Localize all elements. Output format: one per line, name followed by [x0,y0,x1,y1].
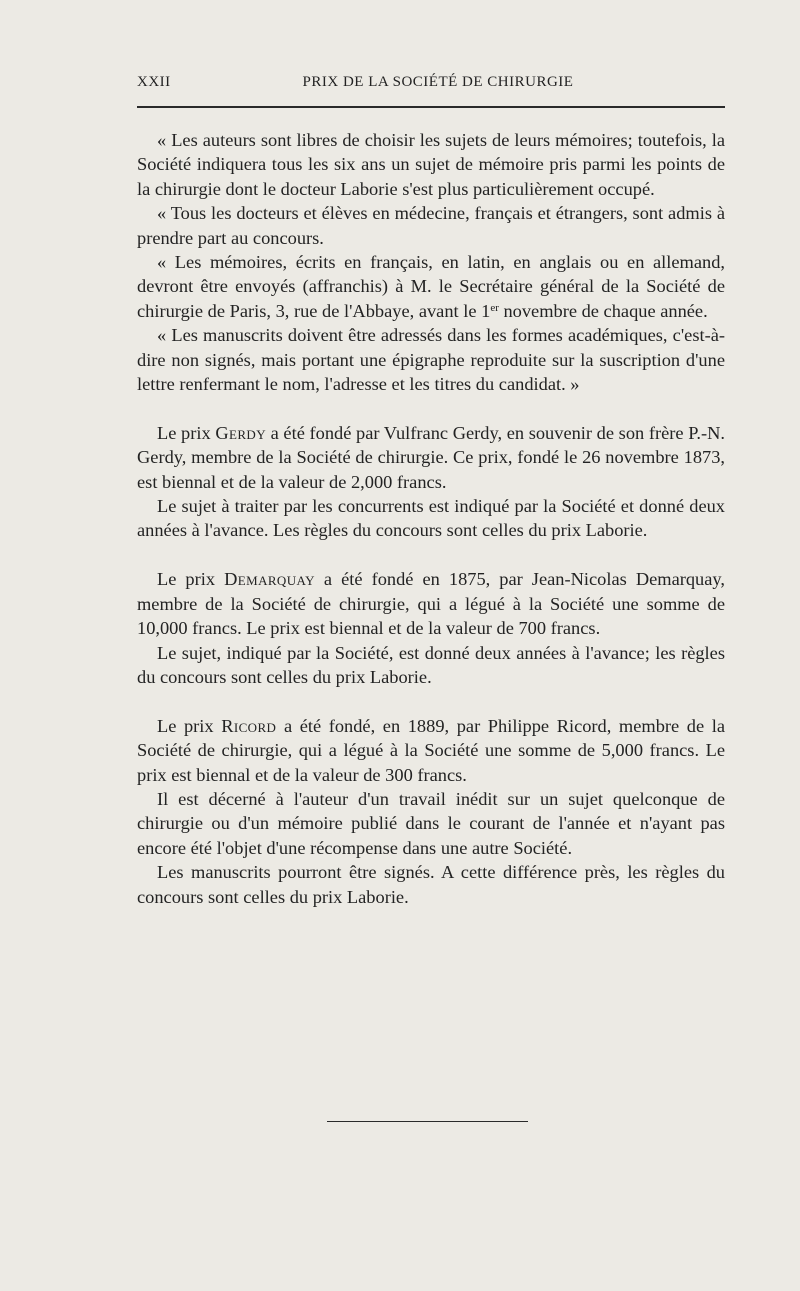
page-number: XXII [137,74,171,90]
ricord-paragraph-foundation [137,714,725,787]
ricord-paragraph-award: Il est décerné à l'auteur d'un travail inédit sur un sujet quelconque de chirurgie ou d'un mémoire publié dans le courant de l'année et n'ayant pas encore été l'objet d'une récompense dans une autre Société. [137,788,725,858]
ricord-text-a: Le prix [157,715,222,736]
header-rule [137,106,725,108]
superscript-er: er [490,301,499,314]
page-header [137,74,725,98]
running-title: PRIX DE LA SOCIÉTÉ DE CHIRURGIE [302,74,574,90]
submission-text-b: novembre de chaque année. [498,300,708,321]
laborie-paragraph-submission [137,250,725,323]
ricord-text-b: a été fondé, en 1889, par Philippe Ricord, membre de la Société de chirurgie, qui a légué à la Société une somme de 5,000 francs. Le prix est biennal et de la valeur de 300 francs. [137,715,726,785]
demarquay-paragraph-foundation [137,567,725,640]
demarquay-text-b: a été fondé en 1875, par Jean-Nicolas Demarquay, membre de la Société de chirurgie, qui a légué à la Société une somme de 10,000 francs. Le prix est biennal et de la valeur de 700 francs. [137,569,726,639]
ricord-paragraph-rules: Les manuscrits pourront être signés. A cette différence près, les règles du concours sont celles du prix Laborie. [137,862,725,907]
laborie-paragraph-eligibility: « Tous les docteurs et élèves en médecine, français et étrangers, sont admis à prendre part au concours. [137,203,725,248]
demarquay-text-a: Le prix [157,569,225,590]
prize-name-demarquay: Demarquay [224,569,315,590]
gerdy-text-b: a été fondé par Vulfranc Gerdy, en souvenir de son frère P.-N. Gerdy, membre de la Société de chirurgie. Ce prix, fondé le 26 novembre 1873, est biennal et de la valeur de 2,000 francs. [137,422,725,492]
prize-name-gerdy: Gerdy [215,422,266,443]
laborie-paragraph-subjects: « Les auteurs sont libres de choisir les sujets de leurs mémoires; toutefois, la Société indiquera tous les six ans un sujet de mémoire pris parmi les points de la chirurgie dont le docteur Laborie s'est plus particulièrement occupé. [137,130,725,199]
gerdy-paragraph-foundation [137,421,725,494]
laborie-paragraph-manuscripts: « Les manuscrits doivent être adressés dans les formes académiques, c'est-à-dire non signés, mais portant une épigraphe reproduite sur la suscription d'une lettre renfermant le nom, l'adresse et les titres du candidat. » [137,325,725,395]
page-body [137,128,725,909]
submission-text-a: « Les mémoires, écrits en français, en latin, en anglais ou en allemand, devront être envoyés (affranchis) à M. le Secrétaire général de la Société de chirurgie de Paris, 3, rue de l'Abbaye, avant le 1 [137,252,725,321]
demarquay-paragraph-rules: Le sujet, indiqué par la Société, est donné deux années à l'avance; les règles du concours sont celles du prix Laborie. [137,642,725,687]
gerdy-text-a: Le prix [157,422,216,443]
end-rule [327,1121,528,1122]
gerdy-paragraph-rules: Le sujet à traiter par les concurrents est indiqué par la Société et donné deux années à l'avance. Les règles du concours sont celles du prix Laborie. [137,496,725,541]
prize-name-ricord: Ricord [221,715,277,736]
